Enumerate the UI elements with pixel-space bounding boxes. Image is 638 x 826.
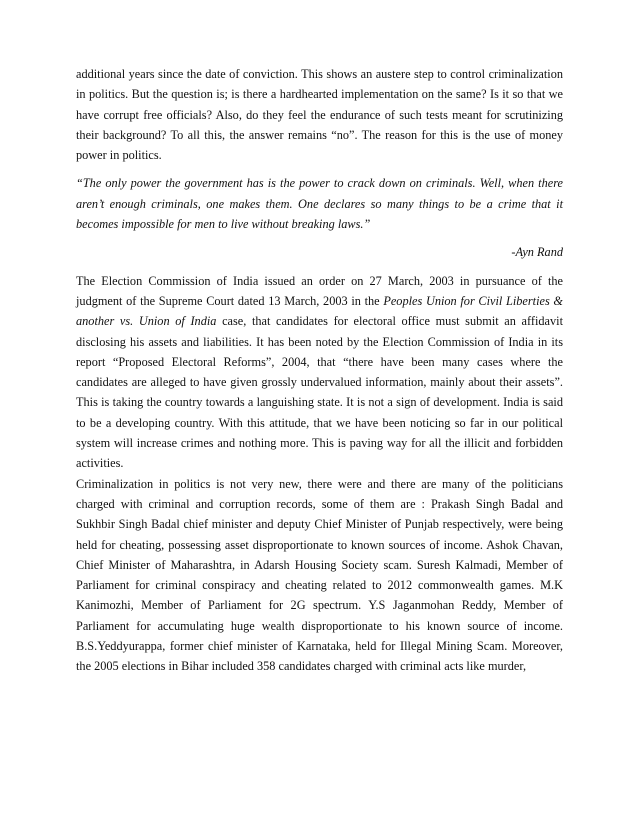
paragraph-election-commission	[76, 271, 563, 474]
ayn-rand-quote: “The only power the government has is the power to crack down on criminals. Well, when there aren’t enough criminals, one makes them. One declares so many things to be a crime that it becomes impossible for men to live without breaking laws.”	[76, 176, 563, 232]
paragraph-politicians-records: Criminalization in politics is not very new, there were and there are many of the politicians charged with criminal and corruption records, some of them are : Prakash Singh Badal and Sukhbir Singh Badal chief minister and deputy Chief Minister of Punjab respectively, were being held for cheating, possessing asset disproportionate to known sources of income. Ashok Chavan, Chief Minister of Maharashtra, in Adarsh Housing Society scam. Suresh Kalmadi, Member of Parliament for criminal conspiracy and cheating related to 2012 commonwealth games. M.K Kanimozhi, Member of Parliament for 2G spectrum. Y.S Jaganmohan Reddy, Member of Parliament for accumulating huge wealth disproportionate to his known source of income. B.S.Yeddyurappa, former chief minister of Karnataka, held for Illegal Mining Scam. Moreover, the 2005 elections in Bihar included 358 candidates charged with criminal acts like murder,	[76, 476, 563, 674]
quote-attribution: -Ayn Rand	[511, 245, 563, 260]
case-name: Peoples Union for Civil Liberties & another vs. Union of India	[76, 293, 564, 329]
paragraph-text-after-case: case, that candidates for electoral office must submit an affidavit disclosing his assets and liabilities. It has been noted by the Election Commission of India in its report “Proposed Electoral Reforms”, 2004, that “there have been many cases where the candidates are alleged to have given grossly undervalued information, mainly about their assets”. This is taking the country towards a languishing state. It is not a sign of development. India is said to be a developing country. With this attitude, that we have been noticing so far in our political system will increase crimes and nothing more. This is paving way for all the illicit and forbidden activities.	[76, 314, 563, 471]
paragraph-text-before-case: The Election Commission of India issued an order on 27 March, 2003 in pursuance of the judgment of the Supreme Court dated 13 March, 2003 in the	[76, 273, 563, 308]
paragraph-money-power: additional years since the date of conviction. This shows an austere step to control criminalization in politics. But the question is; is there a hardhearted implementation on the same? Is it so that we have corrupt free officials? Also, do they feel the endurance of such tests meant for scrutinizing their background? To all this, the answer remains “no”. The reason for this is the use of money power in politics.	[76, 67, 563, 163]
document-page	[76, 64, 563, 677]
